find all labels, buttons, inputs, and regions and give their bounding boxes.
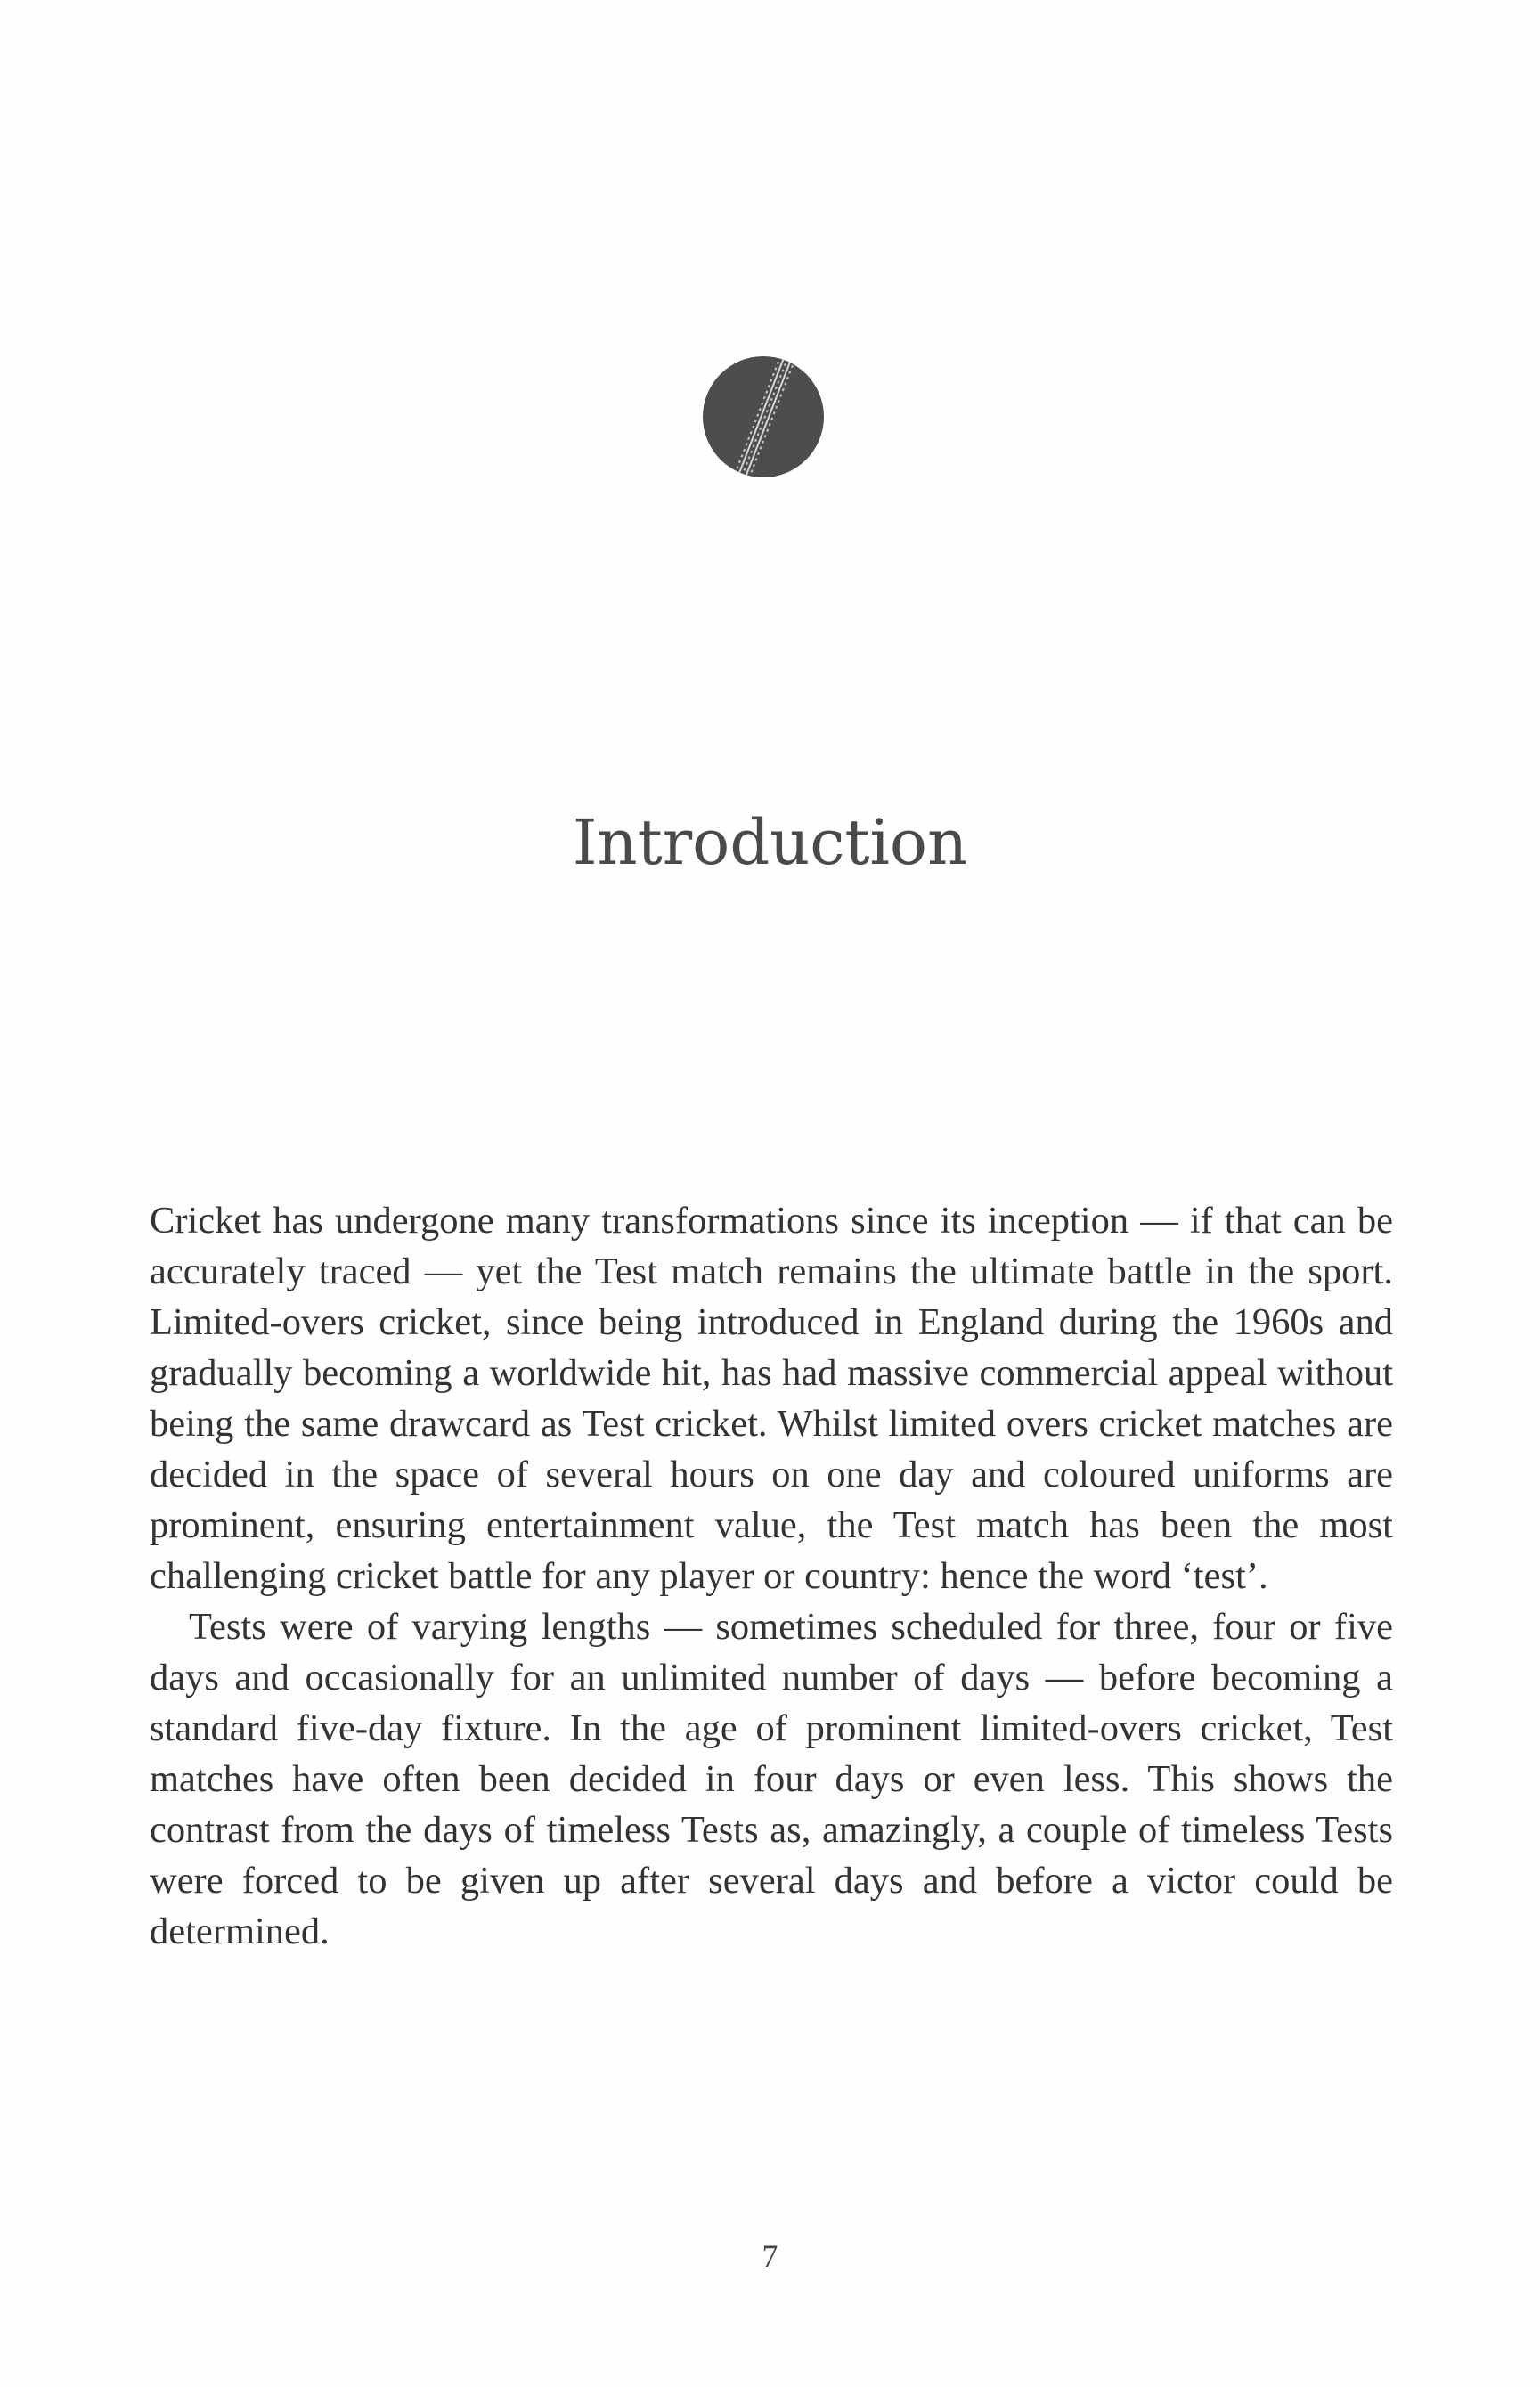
chapter-title: Introduction (572, 806, 968, 879)
cricket-ball-icon (701, 354, 826, 479)
page-number: 7 (762, 2238, 778, 2274)
body-text (150, 1195, 1393, 1957)
paragraph: Tests were of varying lengths — sometimes scheduled for three, four or five days and occasionally for an unlimited number of days — before becoming a standard five-day fixture. In the age of prominent limited-overs cricket, Test matches have often been decided in four days or even less. This shows the contrast from the days of timeless Tests as, amazingly, a couple of timeless Tests were forced to be given up after several days and before a victor could be determined. (150, 1606, 1393, 1952)
paragraph: Cricket has undergone many transformations since its inception — if that can be accurately traced — yet the Test match remains the ultimate battle in the sport. Limited-overs cricket, since being introduced in England during the 1960s and gradually becoming a worldwide hit, has had massive commercial appeal without being the same drawcard as Test cricket. Whilst limited overs cricket matches are decided in the space of several hours on one day and coloured uniforms are prominent, ensuring entertainment value, the Test match has been the most challenging cricket battle for any player or country: hence the word ‘test’. (150, 1200, 1393, 1597)
